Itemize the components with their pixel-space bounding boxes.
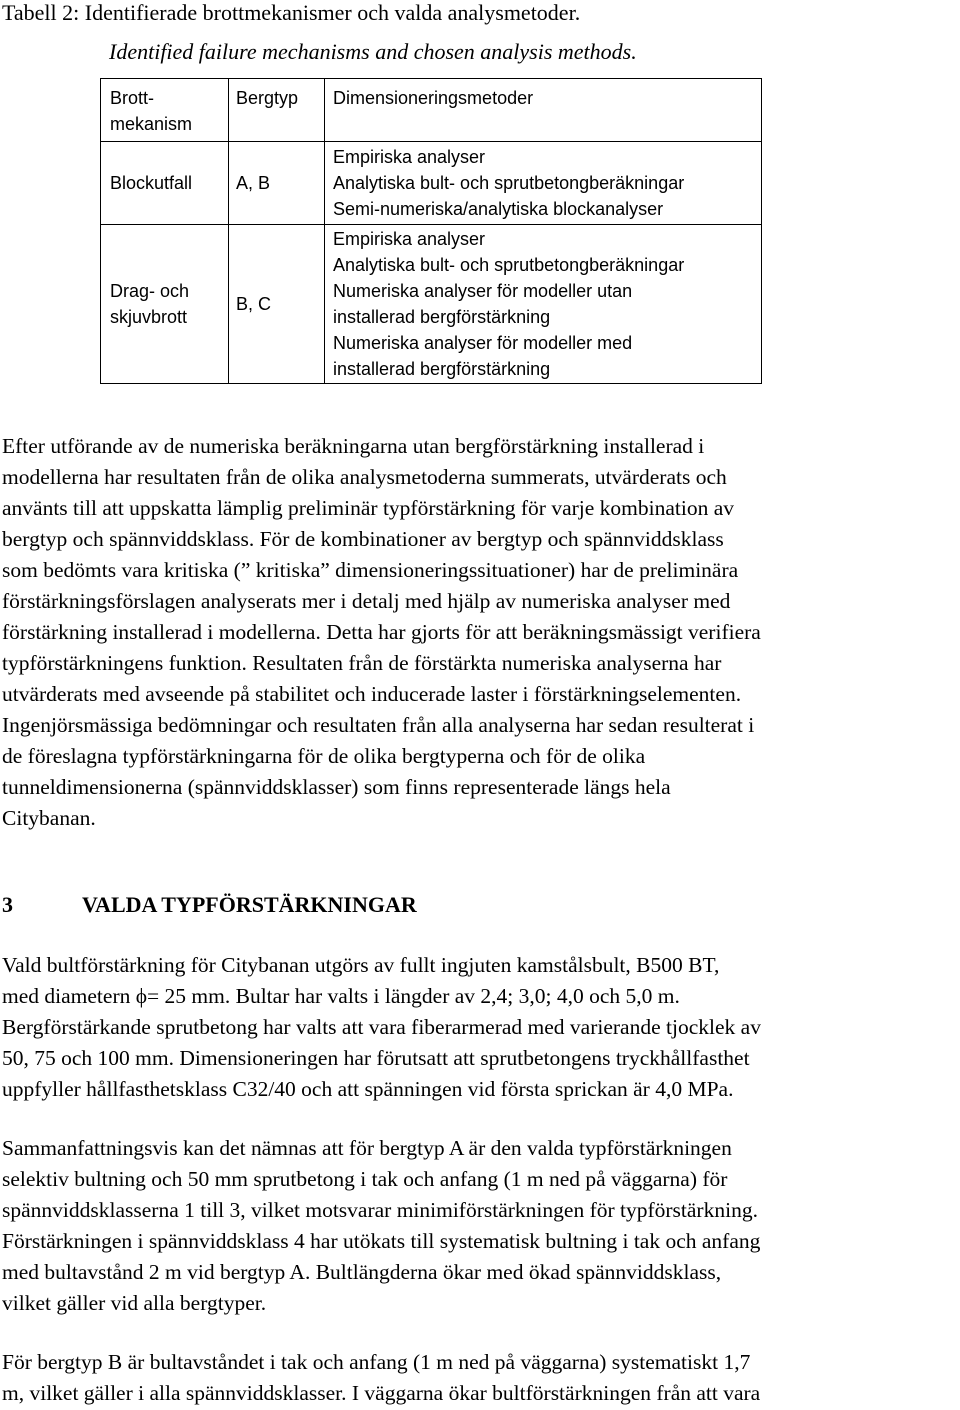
table-row xyxy=(101,225,762,384)
methods-cell xyxy=(325,142,762,225)
mechanism-line: Blockutfall xyxy=(110,173,193,193)
text-line: med bultavstånd 2 m vid bergtyp A. Bultlängderna ökar med ökad spännviddsklass, xyxy=(2,1260,722,1284)
header-methods: Dimensioneringsmetoder xyxy=(325,79,762,142)
text-line: bergtyp och spännviddsklass. För de kombinationer av bergtyp och spännviddsklass xyxy=(2,527,724,551)
method-item: installerad bergförstärkning xyxy=(333,359,551,379)
mechanism-line: Drag- och xyxy=(110,281,190,301)
method-item: Analytiska bult- och sprutbetongberäkningar xyxy=(333,255,685,275)
method-item: Empiriska analyser xyxy=(333,229,486,249)
text-line: Efter utförande av de numeriska beräkningarna utan bergförstärkning installerad i xyxy=(2,434,705,458)
method-item: Empiriska analyser xyxy=(333,147,486,167)
paragraph-analysis-results xyxy=(2,431,958,834)
text-line: m, vilket gäller i alla spännviddsklasser. I väggarna ökar bultförstärkningen från att vara xyxy=(2,1381,761,1405)
text-line: använts till att uppskatta lämplig preliminär typförstärkning för varje kombination av xyxy=(2,496,735,520)
method-item: Numeriska analyser för modeller utan xyxy=(333,281,633,301)
caption-swedish: Tabell 2: Identifierade brottmekanismer och valda analysmetoder. xyxy=(2,0,581,25)
text-line: utvärderats med avseende på stabilitet och inducerade laster i förstärkningselementen. xyxy=(2,682,742,706)
rock-type-cell: A, B xyxy=(229,142,325,225)
paragraph-rock-type-b xyxy=(2,1347,958,1409)
table-row xyxy=(101,142,762,225)
text-line: spännviddsklasserna 1 till 3, vilket motsvarar minimiförstärkningen för typförstärkning. xyxy=(2,1198,758,1222)
header-mechanism xyxy=(101,79,229,142)
section-heading xyxy=(2,890,417,920)
paragraph-bolt-reinforcement xyxy=(2,950,958,1105)
text-line: För bergtyp B är bultavståndet i tak och anfang (1 m ned på väggarna) systematiskt 1,7 xyxy=(2,1350,751,1374)
text-line: Sammanfattningsvis kan det nämnas att för bergtyp A är den valda typförstärkningen xyxy=(2,1136,732,1160)
text-line: Vald bultförstärkning för Citybanan utgörs av fullt ingjuten kamstålsbult, B500 BT, xyxy=(2,953,720,977)
text-line: 50, 75 och 100 mm. Dimensioneringen har förutsatt att sprutbetongens tryckhållfasthet xyxy=(2,1046,750,1070)
text-line: selektiv bultning och 50 mm sprutbetong i tak och anfang (1 m ned på väggarna) för xyxy=(2,1167,728,1191)
header-mechanism-line2: mekanism xyxy=(110,114,193,134)
caption-english: Identified failure mechanisms and chosen analysis methods. xyxy=(109,39,637,64)
methods-cell xyxy=(325,225,762,384)
table-header-row xyxy=(101,79,762,142)
header-rock-type: Bergtyp xyxy=(229,79,325,142)
text-line: Bergförstärkande sprutbetong har valts att vara fiberarmerad med varierande tjocklek av xyxy=(2,1015,761,1039)
text-line: med diametern ϕ= 25 mm. Bultar har valts i längder av 2,4; 3,0; 4,0 och 5,0 m. xyxy=(2,984,680,1008)
text-line: Förstärkningen i spännviddsklass 4 har utökats till systematisk bultning i tak och anfang xyxy=(2,1229,761,1253)
text-line: de föreslagna typförstärkningarna för de olika bergtyperna och för de olika xyxy=(2,744,646,768)
section-number: 3 xyxy=(2,892,13,917)
text-line: som bedömts vara kritiska (” kritiska” dimensioneringssituationer) har de preliminära xyxy=(2,558,739,582)
text-line: modellerna har resultaten från de olika analysmetoderna summerats, utvärderats och xyxy=(2,465,727,489)
text-line: typförstärkningens funktion. Resultaten från de förstärkta numeriska analyserna har xyxy=(2,651,722,675)
mechanism-line: skjuvbrott xyxy=(110,307,188,327)
text-line: förstärkningsförslagen analyserats mer i detalj med hjälp av numeriska analyser med xyxy=(2,589,731,613)
failure-mechanism-table xyxy=(100,78,762,384)
section-title: VALDA TYPFÖRSTÄRKNINGAR xyxy=(82,892,417,917)
method-item: Numeriska analyser för modeller med xyxy=(333,333,633,353)
text-line: tunneldimensionerna (spännviddsklasser) som finns representerade längs hela xyxy=(2,775,671,799)
text-line: vilket gäller vid alla bergtyper. xyxy=(2,1291,267,1315)
text-line: förstärkning installerad i modellerna. Detta har gjorts för att beräkningsmässigt verifiera xyxy=(2,620,761,644)
text-line: Citybanan. xyxy=(2,806,96,830)
text-line: Ingenjörsmässiga bedömningar och resultaten från alla analyserna har sedan resulterat i xyxy=(2,713,755,737)
mechanism-cell xyxy=(101,225,229,384)
paragraph-summary xyxy=(2,1133,958,1319)
method-item: Semi-numeriska/analytiska blockanalyser xyxy=(333,199,664,219)
method-item: Analytiska bult- och sprutbetongberäkningar xyxy=(333,173,685,193)
text-line: uppfyller hållfasthetsklass C32/40 och att spänningen vid första sprickan är 4,0 MPa. xyxy=(2,1077,734,1101)
rock-type-cell: B, C xyxy=(229,225,325,384)
method-item: installerad bergförstärkning xyxy=(333,307,551,327)
header-mechanism-line1: Brott- xyxy=(110,88,155,108)
mechanism-cell xyxy=(101,142,229,225)
